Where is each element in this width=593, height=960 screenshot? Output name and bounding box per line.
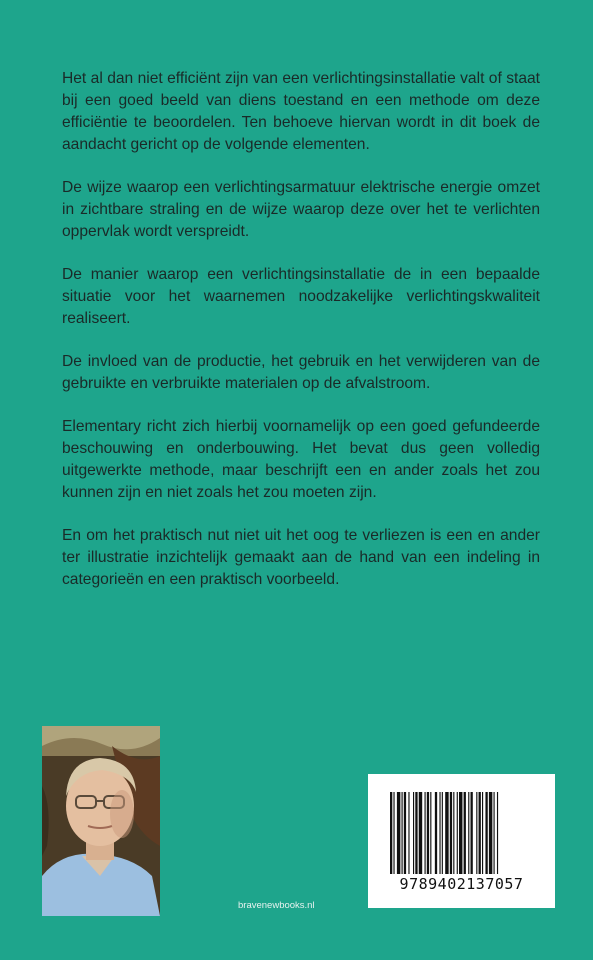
barcode-bar [413,792,414,874]
blurb-paragraph-3: De manier waarop een verlichtingsinstallatie de in een bepaalde situatie voor het waarnemen noodzakelijke verlichtingskwaliteit realiseert. [62,266,540,327]
barcode-bar [402,792,403,874]
publisher-website: bravenewbooks.nl [238,900,315,911]
barcode-bar [430,792,431,874]
barcode-bar [408,792,409,874]
barcode-bar [439,792,440,874]
back-cover-blurb [62,68,540,612]
barcode-bar [476,792,477,874]
barcode-bar [482,792,483,874]
blurb-paragraph-5: Elementary richt zich hierbij voornamelijk op een goed gefundeerde beschouwing en onderbouwing. Het bevat dus geen volledig uitgewerkte methode, maar beschrijft een en ander zoals het zou kunnen zijn en niet zoals het zou moeten zijn. [62,418,540,501]
barcode-bar [445,792,448,874]
blurb-paragraph-4: De invloed van de productie, het gebruik en het verwijderen van de gebruikte en verbruikte materialen op de afvalstroom. [62,353,540,392]
barcode-bars [390,792,533,874]
barcode-bar [390,792,392,874]
barcode-bar [397,792,400,874]
barcode-bar [471,792,473,874]
barcode-bar [427,792,429,874]
barcode-bar [489,792,492,874]
blurb-paragraph-2: De wijze waarop een verlichtingsarmatuur elektrische energie omzet in zichtbare straling en de wijze waarop deze over het te verlichten oppervlak wordt verspreidt. [62,179,540,240]
blurb-paragraph-1: Het al dan niet efficiënt zijn van een verlichtingsinstallatie valt of staat bij een goed beeld van diens toestand en een methode om deze efficiëntie te beoordelen. Ten behoeve hiervan wordt in dit boek de aandacht gericht op de volgende elementen. [62,70,540,153]
barcode-bar [393,792,394,874]
author-photo [42,726,160,916]
barcode-bar [457,792,458,874]
barcode-bar [442,792,443,874]
barcode-bar [425,792,426,874]
barcode-bar [435,792,437,874]
barcode-bar [497,792,498,874]
isbn-digits: 9789402137057 [399,875,524,893]
barcode-bar [479,792,481,874]
barcode-bar [485,792,487,874]
barcode-bar [464,792,466,874]
barcode-bar [404,792,406,874]
blurb-paragraph-6: En om het praktisch nut niet uit het oog te verliezen is een en ander ter illustratie inzichtelijk gemaakt aan de hand van een indeling in categorieën en een praktisch voorbeeld. [62,527,540,588]
barcode-bar [453,792,454,874]
barcode-bar [494,792,495,874]
barcode-bar [459,792,462,874]
barcode-bar [450,792,452,874]
isbn-barcode [368,774,555,908]
barcode-bar [419,792,422,874]
barcode-bar [468,792,469,874]
barcode-bar [415,792,417,874]
